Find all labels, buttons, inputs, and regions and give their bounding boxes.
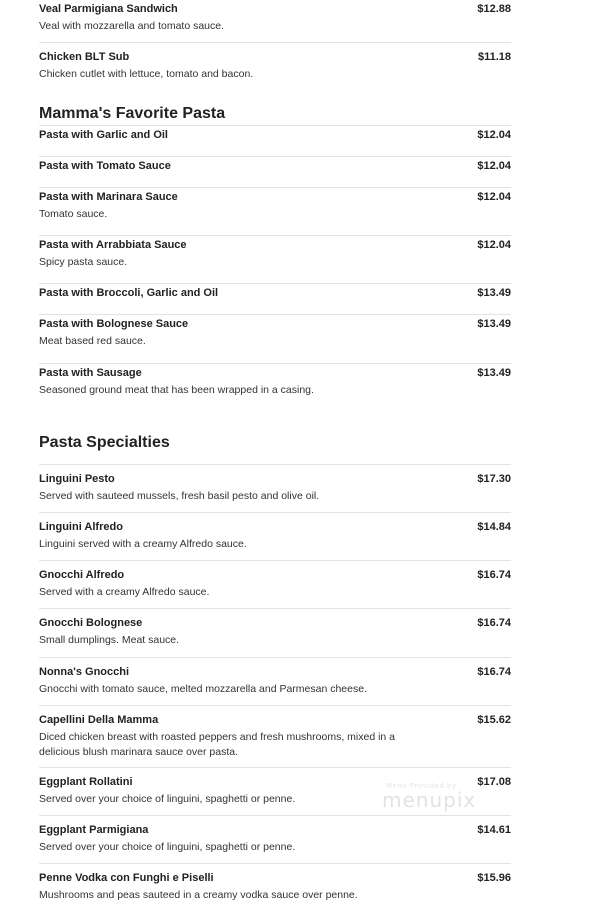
item-name: Gnocchi Alfredo [39,569,125,581]
menu-item[interactable] [39,157,511,188]
item-name: Pasta with Arrabbiata Sauce [39,239,187,251]
item-description: Spicy pasta sauce. [39,256,128,268]
menu-item[interactable] [39,706,511,768]
menu-list [39,0,511,907]
watermark-logo: menupix [382,788,477,812]
item-description: Meat based red sauce. [39,335,146,347]
item-name: Pasta with Marinara Sauce [39,191,178,203]
item-price: $17.08 [477,776,511,788]
item-price: $12.04 [477,129,511,141]
menu-item[interactable] [39,864,511,907]
item-price: $12.04 [477,191,511,203]
item-name: Pasta with Garlic and Oil [39,129,168,141]
item-name: Pasta with Broccoli, Garlic and Oil [39,287,219,299]
item-price: $15.62 [477,714,511,726]
item-name: Pasta with Tomato Sauce [39,160,171,172]
item-price: $14.61 [477,824,511,836]
item-price: $13.49 [477,367,511,379]
item-name: Capellini Della Mamma [39,714,159,726]
item-name: Eggplant Rollatini [39,776,133,788]
item-price: $14.84 [477,521,511,533]
menu-item[interactable] [39,284,511,315]
item-name: Pasta with Bolognese Sauce [39,318,189,330]
menu-item[interactable] [39,658,511,706]
item-description: Veal with mozzarella and tomato sauce. [39,20,225,32]
menu-item[interactable] [39,188,511,236]
menu-item[interactable] [39,315,511,364]
section-title: Mamma's Favorite Pasta [39,91,511,126]
item-name: Pasta with Sausage [39,367,142,379]
item-price: $16.74 [477,617,511,629]
item-name: Linguini Pesto [39,473,115,485]
watermark-caption: Menu Provided by [386,782,457,790]
item-description: Served over your choice of linguini, spaghetti or penne. [39,841,296,853]
item-description: Seasoned ground meat that has been wrapped in a casing. [39,384,314,396]
item-price: $13.49 [477,318,511,330]
item-description: Small dumplings. Meat sauce. [39,634,180,646]
menu-item[interactable] [39,465,511,513]
menu-item[interactable] [39,0,511,43]
item-description: Chicken cutlet with lettuce, tomato and bacon. [39,68,254,80]
item-name: Nonna's Gnocchi [39,666,130,678]
section-title: Pasta Specialties [39,412,511,465]
item-price: $17.30 [477,473,511,485]
item-description: Linguini served with a creamy Alfredo sauce. [39,538,247,550]
item-description: Diced chicken breast with roasted peppers and fresh mushrooms, mixed in a delicious blush marinara sauce over pasta. [39,731,396,758]
menu-item[interactable] [39,513,511,561]
item-description: Served over your choice of linguini, spaghetti or penne. [39,793,296,805]
menu-item[interactable] [39,364,511,412]
item-description: Tomato sauce. [39,208,108,220]
item-description: Mushrooms and peas sauteed in a creamy vodka sauce over penne. [39,889,358,901]
item-description: Served with a creamy Alfredo sauce. [39,586,210,598]
menu-item[interactable] [39,609,511,658]
item-name: Penne Vodka con Funghi e Piselli [39,872,214,884]
item-name: Veal Parmigiana Sandwich [39,3,178,15]
section-pasta-specialties [39,412,511,907]
item-price: $16.74 [477,666,511,678]
item-price: $16.74 [477,569,511,581]
item-description: Gnocchi with tomato sauce, melted mozzarella and Parmesan cheese. [39,683,367,695]
item-name: Linguini Alfredo [39,521,123,533]
item-price: $15.96 [477,872,511,884]
menu-item[interactable] [39,236,511,284]
item-name: Gnocchi Bolognese [39,617,143,629]
item-name: Chicken BLT Sub [39,51,130,63]
section-sandwiches [39,0,511,91]
item-price: $12.04 [477,160,511,172]
item-price: $12.88 [477,3,511,15]
item-name: Eggplant Parmigiana [39,824,149,836]
menu-item[interactable] [39,43,511,91]
menu-item[interactable] [39,561,511,609]
menu-item[interactable] [39,126,511,157]
item-price: $12.04 [477,239,511,251]
item-price: $11.18 [477,51,511,63]
item-price: $13.49 [477,287,511,299]
section-mammas-favorite-pasta [39,91,511,412]
item-description: Served with sauteed mussels, fresh basil pesto and olive oil. [39,490,320,502]
